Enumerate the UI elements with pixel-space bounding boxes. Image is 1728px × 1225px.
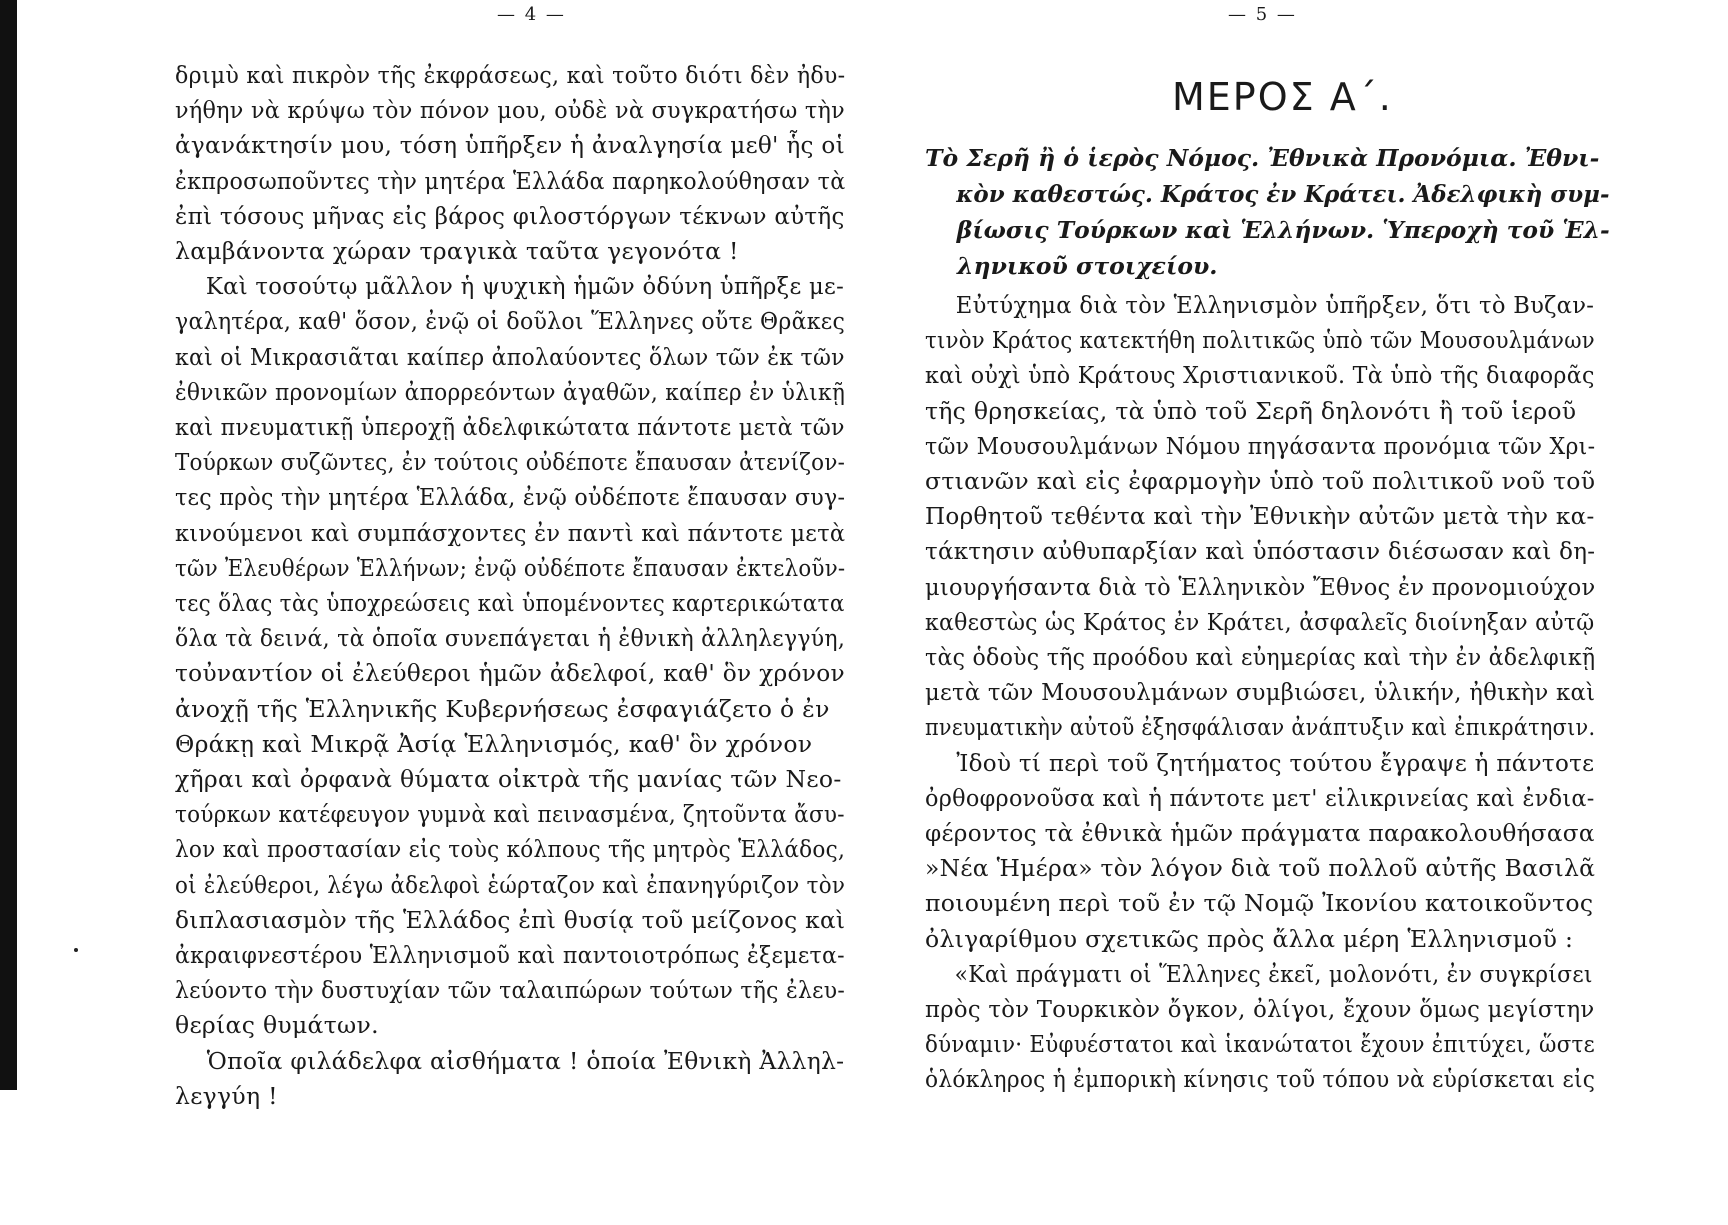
text-line: γαλητέρα, καθ' ὅσον, ἐνῷ οἱ δοῦλοι Ἕλληνες οὔτε Θρᾶκες <box>175 307 846 336</box>
text-line: κινούμενοι καὶ συμπάσχοντες ἐν παντὶ καὶ πάντοτε μετὰ <box>175 518 846 547</box>
text-line: ποιουμένη περὶ τοῦ ἐν τῷ Νομῷ Ἰκονίου κατοικοῦντος <box>925 889 1594 918</box>
text-line: στιανῶν καὶ εἰς ἐφαρμογὴν ὑπὸ τοῦ πολιτικοῦ νοῦ τοῦ <box>925 467 1596 496</box>
text-line: καὶ οὐχὶ ὑπὸ Κράτους Χριστιανικοῦ. Τὰ ὑπὸ τῆς διαφορᾶς <box>925 361 1595 390</box>
text-line: Θράκῃ καὶ Μικρᾷ Ἀσίᾳ Ἑλληνισμός, καθ' ὃν χρόνον <box>175 729 813 758</box>
subheading-line: ληνικοῦ στοιχείου. <box>957 252 1218 280</box>
scan-binding-edge <box>0 0 17 1090</box>
text-line: καθεστὼς ὡς Κράτος ἐν Κράτει, ἀσφαλεῖς διοίνηξαν αὐτῷ <box>925 607 1595 636</box>
text-line: «Καὶ πράγματι οἱ Ἕλληνες ἐκεῖ, μολονότι, ἐν συγκρίσει <box>954 959 1593 988</box>
text-line: δύναμιν· Εὐφυέστατοι καὶ ἱκανώτατοι ἔχουν ἐπιτύχει, ὥστε <box>925 1030 1595 1059</box>
text-line: νήθην νὰ κρύψω τὸν πόνον μου, οὐδὲ νὰ συγκρατήσω τὴν <box>175 96 845 125</box>
section-subheading <box>925 140 1610 284</box>
text-line: ἀνοχῇ τῆς Ἑλληνικῆς Κυβερνήσεως ἐσφαγιάζετο ὁ ἐν <box>175 694 830 723</box>
text-line: τινὸν Κράτος κατεκτήθη πολιτικῶς ὑπὸ τῶν Μουσουλμάνων <box>925 326 1595 355</box>
text-line: καὶ πνευματικῇ ὑπεροχῇ ἀδελφικώτατα πάντοτε μετὰ τῶν <box>175 413 845 442</box>
page-number-left: — 4 — <box>497 4 566 25</box>
text-line: τοὐναντίον οἱ ἐλεύθεροι ἡμῶν ἀδελφοί, καθ' ὃν χρόνον <box>175 659 845 688</box>
text-line: Ὁποῖα φιλάδελφα αἰσθήματα ! ὁποία Ἐθνικὴ Ἀλληλ- <box>206 1046 845 1075</box>
text-line: μιουργήσαντα διὰ τὸ Ἑλληνικὸν Ἔθνος ἐν προνομιούχον <box>925 572 1596 601</box>
text-line: χῆραι καὶ ὀρφανὰ θύματα οἰκτρὰ τῆς μανίας τῶν Νεο- <box>175 765 842 794</box>
text-line: »Νέα Ἡμέρα» τὸν λόγον διὰ τοῦ πολλοῦ αὐτῆς Βασιλᾶ <box>925 854 1596 883</box>
text-line: τῶν Μουσουλμάνων Νόμου πηγάσαντα προνόμια τῶν Χρι- <box>925 431 1596 460</box>
text-line: πνευματικὴν αὐτοῦ ἐξησφάλισαν ἀνάπτυξιν καὶ ἐπικράτησιν. <box>925 713 1596 742</box>
text-line: τὰς ὁδοὺς τῆς προόδου καὶ εὐημερίας καὶ τὴν ἐν ἀδελφικῇ <box>925 643 1596 672</box>
section-heading: ΜΕΡΟΣ Α΄. <box>1172 75 1393 119</box>
text-line: τες πρὸς τὴν μητέρα Ἑλλάδα, ἐνῷ οὐδέποτε ἔπαυσαν συγ- <box>175 483 846 512</box>
subheading-line: βίωσις Τούρκων καὶ Ἑλλήνων. Ὑπεροχὴ τοῦ Ἑλ- <box>956 216 1610 244</box>
text-line: τῆς θρησκείας, τὰ ὑπὸ τοῦ Σερῆ δηλονότι ἢ τοῦ ἱεροῦ <box>925 396 1577 425</box>
right-page-body <box>925 288 1595 1098</box>
text-line: Ἰδοὺ τί περὶ τοῦ ζητήματος τούτου ἔγραψε ἡ πάντοτε <box>956 748 1595 777</box>
text-line: δριμὺ καὶ πικρὸν τῆς ἐκφράσεως, καὶ τοῦτο διότι δὲν ἠδυ- <box>175 61 846 89</box>
text-line: πρὸς τὸν Τουρκικὸν ὄγκον, ὀλίγοι, ἔχουν ὅμως μεγίστην <box>925 995 1595 1024</box>
text-line: λεύοντο τὴν δυστυχίαν τῶν ταλαιπώρων τούτων τῆς ἐλευ- <box>175 976 846 1005</box>
text-line: μετὰ τῶν Μουσουλμάνων συμβιώσει, ὑλικήν, ἠθικὴν καὶ <box>925 678 1596 707</box>
text-line: ὀλιγαρίθμου σχετικῶς πρὸς ἄλλα μέρη Ἑλληνισμοῦ : <box>925 924 1574 953</box>
page-number-right: — 5 — <box>1228 4 1297 25</box>
scan-speck <box>74 948 78 952</box>
text-line: Τούρκων συζῶντες, ἐν τούτοις οὐδέποτε ἔπαυσαν ἀτενίζον- <box>175 448 846 477</box>
text-line: λον καὶ προστασίαν εἰς τοὺς κόλπους τῆς μητρὸς Ἑλλάδος, <box>175 835 846 864</box>
text-line: ἀγανάκτησίν μου, τόση ὑπῆρξεν ἡ ἀναλγησία μεθ' ἧς οἱ <box>175 131 845 160</box>
text-line: θερίας θυμάτων. <box>175 1011 379 1040</box>
text-line: ὅλα τὰ δεινά, τὰ ὁποῖα συνεπάγεται ἡ ἐθνικὴ ἀλληλεγγύη, <box>175 624 846 653</box>
text-line: φέροντος τὰ ἐθνικὰ ἡμῶν πράγματα παρακολουθήσασα <box>925 819 1595 848</box>
text-line: ἐθνικῶν προνομίων ἀπορρεόντων ἀγαθῶν, καίπερ ἐν ὑλικῇ <box>175 377 846 406</box>
subheading-line: κὸν καθεστώς. Κράτος ἐν Κράτει. Ἀδελφικὴ συμ- <box>956 180 1610 208</box>
text-line: οἱ ἐλεύθεροι, λέγω ἀδελφοὶ ἑώρταζον καὶ ἐπανηγύριζον τὸν <box>175 870 846 899</box>
text-line: τούρκων κατέφευγον γυμνὰ καὶ πεινασμένα, ζητοῦντα ἄσυ- <box>175 800 845 829</box>
text-line: Πορθητοῦ τεθέντα καὶ τὴν Ἐθνικὴν αὐτῶν μετὰ τὴν κα- <box>925 502 1595 531</box>
text-line: ὀρθοφρονοῦσα καὶ ἡ πάντοτε μετ' εἰλικρινείας καὶ ἐνδια- <box>925 783 1595 812</box>
text-line: ἐπὶ τόσους μῆνας εἰς βάρος φιλοστόργων τέκνων αὐτῆς <box>175 201 845 230</box>
text-line: ἀκραιφνεστέρου Ἑλληνισμοῦ καὶ παντοιοτρόπως ἐξεμετα- <box>175 941 845 970</box>
text-line: τάκτησιν αὐθυπαρξίαν καὶ ὑπόστασιν διέσωσαν καὶ δη- <box>925 537 1596 566</box>
text-line: καὶ οἱ Μικρασιᾶται καίπερ ἀπολαύοντες ὅλων τῶν ἐκ τῶν <box>175 342 845 371</box>
text-line: ὁλόκληρος ἡ ἐμπορικὴ κίνησις τοῦ τόπου νὰ εὑρίσκεται εἰς <box>925 1065 1596 1094</box>
subheading-line: Τὸ Σερῆ ἢ ὁ ἱερὸς Νόμος. Ἐθνικὰ Προνόμια. Ἐθνι- <box>925 144 1600 172</box>
text-line: λεγγύη ! <box>175 1081 278 1110</box>
text-line: Εὐτύχημα διὰ τὸν Ἑλληνισμὸν ὑπῆρξεν, ὅτι τὸ Βυζαν- <box>955 291 1595 319</box>
text-line: διπλασιασμὸν τῆς Ἑλλάδος ἐπὶ θυσίᾳ τοῦ μείζονος καὶ <box>175 905 846 934</box>
text-line: ἐκπροσωποῦντες τὴν μητέρα Ἑλλάδα παρηκολούθησαν τὰ <box>175 166 846 195</box>
left-page-body <box>175 58 845 1114</box>
text-line: τῶν Ἐλευθέρων Ἑλλήνων; ἐνῷ οὐδέποτε ἔπαυσαν ἐκτελοῦν- <box>175 553 846 582</box>
text-line: Καὶ τοσούτῳ μᾶλλον ἡ ψυχικὴ ἡμῶν ὀδύνη ὑπῆρξε με- <box>205 272 845 301</box>
text-line: λαμβάνοντα χώραν τραγικὰ ταῦτα γεγονότα ! <box>175 237 739 266</box>
text-line: τες ὅλας τὰς ὑποχρεώσεις καὶ ὑπομένοντες καρτερικώτατα <box>175 589 845 618</box>
